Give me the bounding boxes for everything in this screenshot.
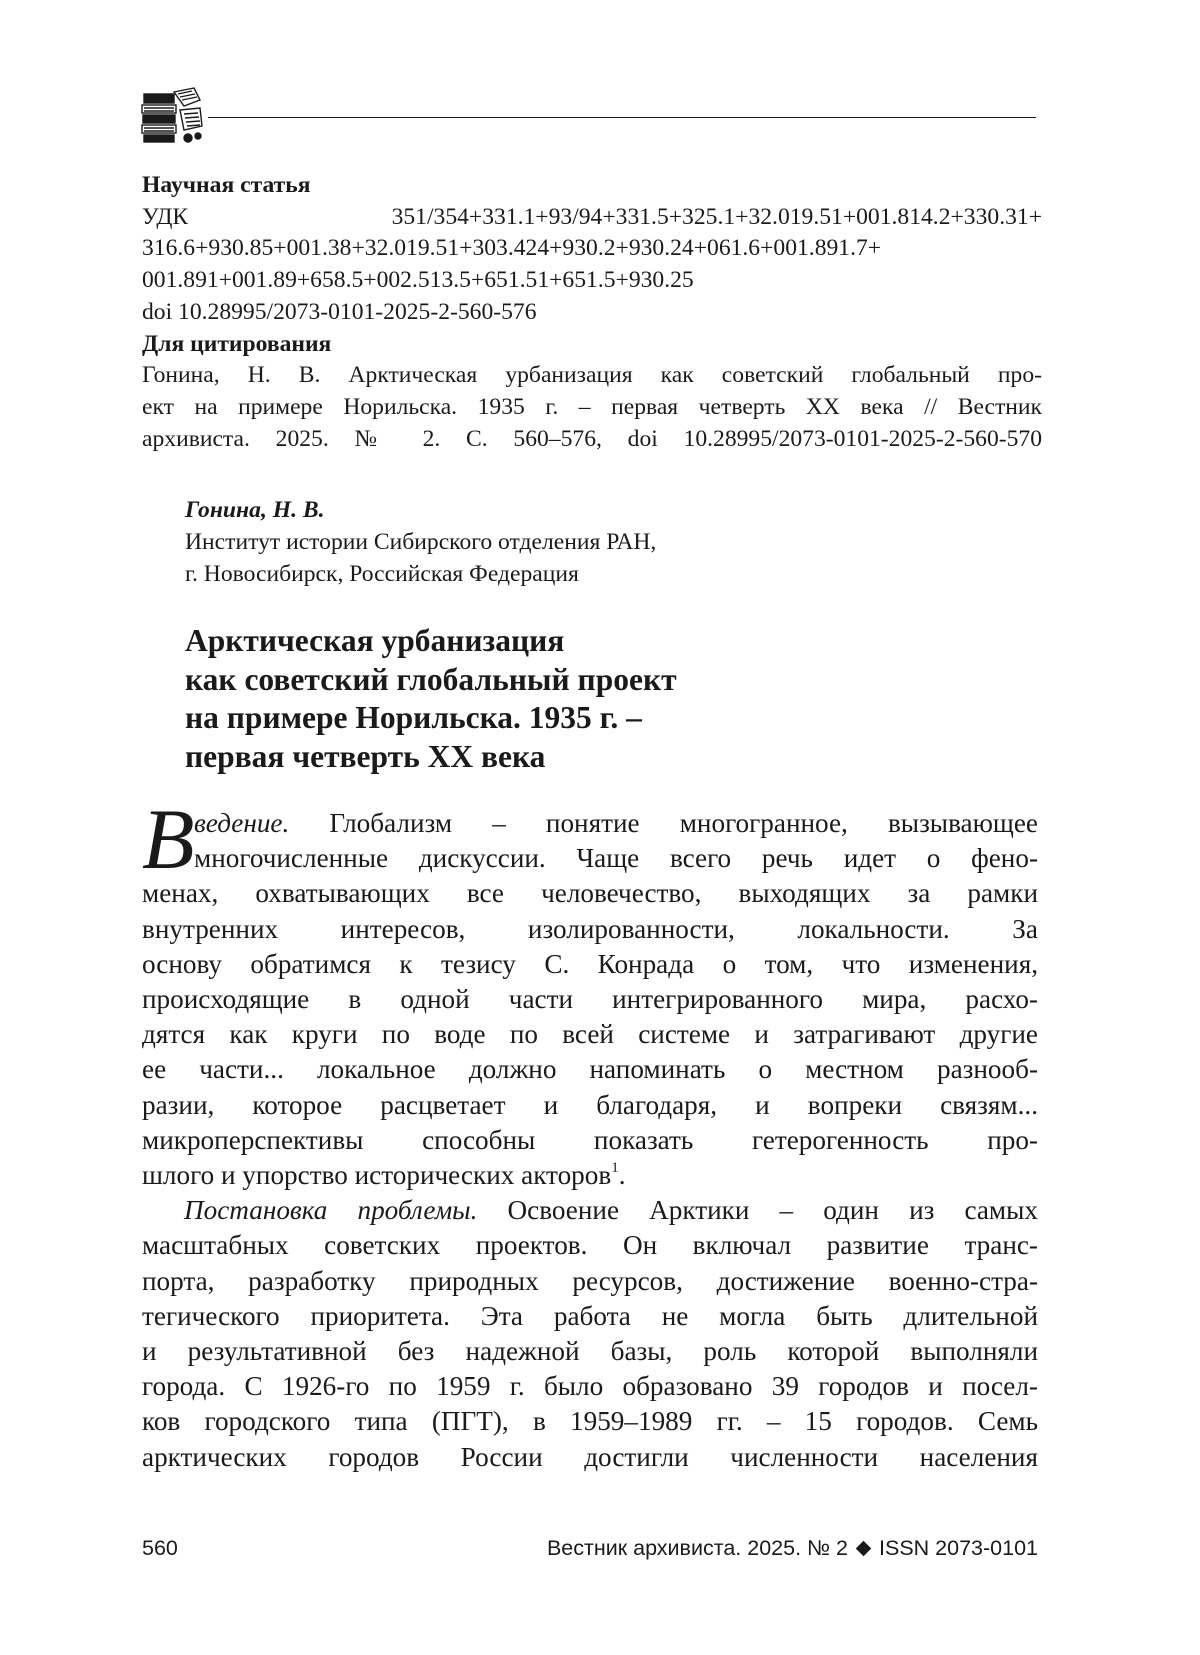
journal-name: Вестник архивиста. 2025. № 2	[546, 1536, 849, 1560]
issn: ISSN 2073-0101	[879, 1536, 1038, 1560]
header-rule	[208, 117, 1036, 118]
drop-cap: В	[142, 791, 195, 887]
body-line: тегического приоритета. Эта работа не могла быть длительной	[142, 1300, 1038, 1331]
author-name: Гонина, Н. В.	[185, 497, 325, 523]
citation-line: Гонина, Н. В. Арктическая урбанизация как советский глобальный про-	[142, 362, 1042, 389]
title-line: первая четверть XX века	[185, 738, 546, 774]
body-line: и результативной без надежной базы, роль которой выполняли	[142, 1336, 1038, 1367]
body-line: шлого и упорство исторических акторов$^1$.	[142, 1160, 626, 1191]
section-label: Постановка проблемы.	[184, 1195, 478, 1226]
author-block	[185, 494, 1005, 590]
body-line: города. С 1926-го по 1959 г. было образовано 39 городов и посел-	[142, 1371, 1038, 1402]
citation-line: ект на примере Норильска. 1935 г. – первая четверть XX века // Вестник	[142, 393, 1042, 420]
article-body	[142, 791, 1038, 1475]
intro-paragraph	[142, 791, 1038, 1193]
body-line: происходящие в одной части интегрированного мира, расхо-	[142, 984, 1038, 1015]
body-line: ведение. Глобализм – понятие многогранное, вызывающее	[194, 808, 1038, 838]
body-line: микроперспективы способны показать гетерогенность про-	[142, 1124, 1038, 1155]
body-line: разии, которое расцветает и благодаря, и вопреки связям...	[142, 1089, 1038, 1120]
body-line: дятся как круги по воде по всей системе и затрагивают другие	[142, 1019, 1038, 1050]
article-type: Научная статья	[142, 172, 311, 198]
journal-footer	[547, 1536, 1038, 1561]
cite-heading: Для цитирования	[142, 330, 332, 357]
body-line: Постановка проблемы. Освоение Арктики – один из самых	[184, 1195, 1038, 1226]
title-line: как советский глобальный проект	[185, 661, 677, 697]
body-line: внутренних интересов, изолированности, локальности. За	[142, 913, 1038, 944]
body-line: ее части... локальное должно напоминать о местном разнооб-	[142, 1054, 1038, 1085]
article-title	[185, 622, 1045, 776]
page-number: 560	[142, 1536, 178, 1560]
body-line: менах, охватывающих все человечество, выходящих за рамки	[142, 878, 1038, 909]
citation-line: архивиста. 2025. № 2. С. 560–576, doi 10.28995/2073-0101-2025-2-560-570	[142, 425, 1042, 452]
body-line: порта, разработку природных ресурсов, достижение военно-стра-	[142, 1265, 1038, 1296]
body-line: многочисленные дискуссии. Чаще всего речь идет о фено-	[194, 843, 1038, 874]
problem-paragraph	[142, 1193, 1038, 1475]
udc-line: 001.891+001.89+658.5+002.513.5+651.51+651.5+930.25	[142, 267, 694, 294]
doi: doi 10.28995/2073-0101-2025-2-560-576	[142, 298, 537, 325]
title-line: Арктическая урбанизация	[185, 623, 565, 658]
title-line: на примере Норильска. 1935 г. –	[185, 700, 642, 735]
author-location: г. Новосибирск, Российская Федерация	[185, 561, 579, 587]
body-line: масштабных советских проектов. Он включал развитие транс-	[142, 1230, 1038, 1261]
body-line: арктических городов России достигли численности населения	[142, 1441, 1038, 1472]
section-label: ведение.	[194, 808, 290, 838]
udc-line: УДК 351/354+331.1+93/94+331.5+325.1+32.019.51+001.814.2+330.31+	[142, 203, 1042, 230]
body-line: основу обратимся к тезису С. Конрада о том, что изменения,	[142, 948, 1038, 979]
author-affiliation: Институт истории Сибирского отделения РАН,	[185, 529, 657, 555]
books-logo-icon	[140, 86, 206, 146]
footnote-ref[interactable]: 1	[611, 1160, 619, 1177]
udc-line: 316.6+930.85+001.38+32.019.51+303.424+930.2+930.24+061.6+001.891.7+	[142, 235, 882, 262]
body-line: ков городского типа (ПГТ), в 1959–1989 гг. – 15 городов. Семь	[142, 1406, 1038, 1437]
diamond-icon	[856, 1541, 872, 1557]
article-meta	[142, 170, 1042, 455]
